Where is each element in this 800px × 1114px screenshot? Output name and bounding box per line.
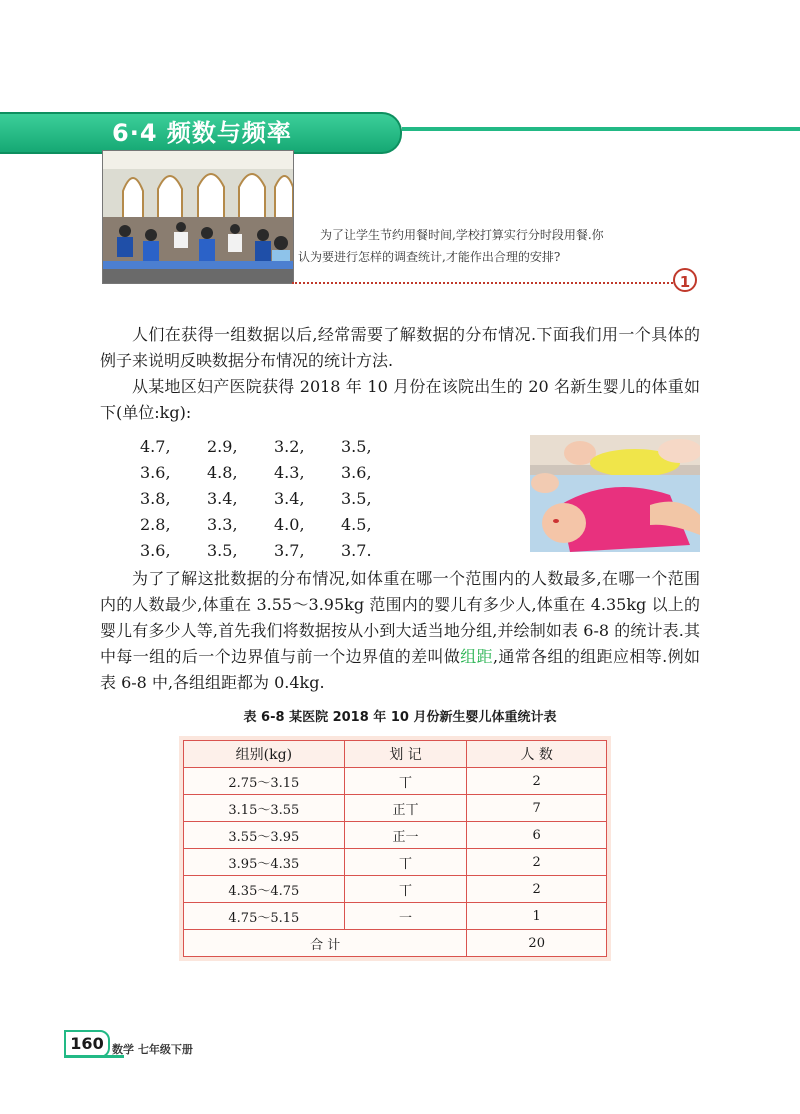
header-rule: [402, 127, 800, 131]
cell-count: 7: [467, 795, 607, 822]
cell-count: 6: [467, 822, 607, 849]
weight-value: 4.7,: [140, 437, 171, 456]
cell-group: 2.75～3.15: [184, 768, 345, 795]
cell-group: 4.75～5.15: [184, 903, 345, 930]
weight-value: 2.8,: [140, 515, 171, 534]
weight-value: 3.7.: [341, 541, 372, 560]
weight-value: 3.4,: [207, 489, 238, 508]
frequency-table: [179, 736, 611, 961]
dotted-divider: [292, 282, 676, 284]
total-label: 合 计: [184, 930, 467, 957]
cell-group: 3.55～3.95: [184, 822, 345, 849]
table-row: [184, 768, 607, 795]
cafeteria-photo: [102, 150, 294, 284]
table-row: [184, 876, 607, 903]
cell-group: 3.95～4.35: [184, 849, 345, 876]
weight-value: 3.5,: [341, 489, 372, 508]
weight-value: 3.6,: [140, 463, 171, 482]
weight-row: [140, 512, 408, 538]
header-group: 组别(kg): [184, 741, 345, 768]
cell-tally: 一: [344, 903, 467, 930]
page-number: 160: [64, 1030, 110, 1058]
table-row: [184, 795, 607, 822]
term-group-interval: 组距: [460, 647, 493, 666]
weight-value: 3.5,: [341, 437, 372, 456]
table-caption: 表 6-8 某医院 2018 年 10 月份新生婴儿体重统计表: [243, 710, 557, 725]
weight-value: 3.8,: [140, 489, 171, 508]
total-value: 20: [467, 930, 607, 957]
paragraph-2: [100, 374, 700, 426]
question-number-badge: 1: [673, 268, 697, 292]
header-count: 人 数: [467, 741, 607, 768]
cell-count: 2: [467, 768, 607, 795]
section-title: 6·4 频数与频率: [112, 119, 292, 147]
weight-value: 4.0,: [274, 515, 305, 534]
intro-line-1: 为了让学生节约用餐时间,学校打算实行分时段用餐.你: [320, 228, 604, 242]
table-row: [184, 849, 607, 876]
cell-tally: 丅: [344, 876, 467, 903]
intro-question: [298, 224, 670, 268]
weight-value: 3.6,: [341, 463, 372, 482]
weight-value: 3.7,: [274, 541, 305, 560]
weight-row: [140, 460, 408, 486]
weight-value: 4.3,: [274, 463, 305, 482]
table-row: [184, 903, 607, 930]
cell-tally: 正丅: [344, 795, 467, 822]
weight-value: 3.6,: [140, 541, 171, 560]
cell-group: 3.15～3.55: [184, 795, 345, 822]
header-tally: 划 记: [344, 741, 467, 768]
table-header-row: [184, 741, 607, 768]
cell-count: 1: [467, 903, 607, 930]
weight-value: 4.8,: [207, 463, 238, 482]
cell-group: 4.35～4.75: [184, 876, 345, 903]
book-title-footer: 数学 七年级下册: [112, 1043, 193, 1056]
weight-value: 2.9,: [207, 437, 238, 456]
cell-tally: 正一: [344, 822, 467, 849]
cell-tally: 丅: [344, 768, 467, 795]
weight-value: 4.5,: [341, 515, 372, 534]
paragraph-3: [100, 566, 700, 696]
weight-value: 3.2,: [274, 437, 305, 456]
paragraph-1-text: 人们在获得一组数据以后,经常需要了解数据的分布情况.下面我们用一个具体的例子来说明反映数据分布情况的统计方法.: [100, 325, 700, 370]
weight-value: 3.5,: [207, 541, 238, 560]
table-total-row: [184, 930, 607, 957]
cell-tally: 丅: [344, 849, 467, 876]
newborn-photo: [530, 435, 700, 552]
weight-row: [140, 538, 408, 564]
weight-data-grid: [140, 434, 408, 564]
intro-line-2: 认为要进行怎样的调查统计,才能作出合理的安排?: [298, 250, 561, 264]
table-row: [184, 822, 607, 849]
paragraph-1: [100, 322, 700, 374]
weight-row: [140, 434, 408, 460]
paragraph-3-text-end: ,通常各组的组距应相等.例如表 6-8 中,各组组距都为 0.4kg.: [100, 647, 700, 692]
weight-value: 3.4,: [274, 489, 305, 508]
paragraph-2-text: 从某地区妇产医院获得 2018 年 10 月份在该院出生的 20 名新生婴儿的体重如下(单位:kg):: [100, 377, 700, 422]
weight-row: [140, 486, 408, 512]
cell-count: 2: [467, 876, 607, 903]
paragraph-3-text: 为了了解这批数据的分布情况,如体重在哪一个范围内的人数最多,在哪一个范围内的人数最少,体重在 3.55～3.95kg 范围内的婴儿有多少人,体重在 4.35kg 以上的婴儿有多少人等,首先我们将数据按从小到大适当地分组,并绘制如表 6-8 的统计表.其中每一组的后一个边界值与前一个边界值的差叫做: [100, 569, 700, 666]
weight-value: 3.3,: [207, 515, 238, 534]
cell-count: 2: [467, 849, 607, 876]
